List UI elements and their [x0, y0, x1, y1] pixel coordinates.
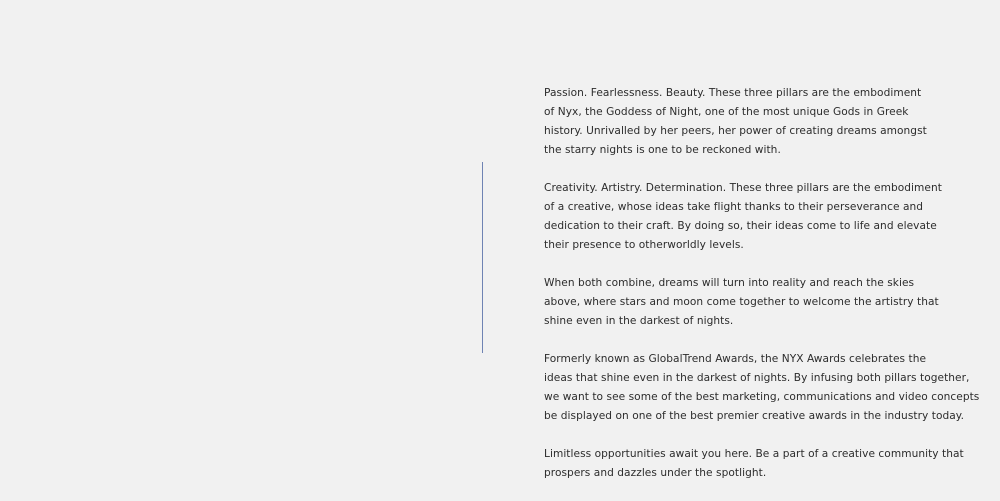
paragraph-line: Passion. Fearlessness. Beauty. These three pillars are the embodiment [544, 87, 922, 99]
paragraph-line: shine even in the darkest of nights. [544, 315, 734, 327]
paragraph-creative-pillars [544, 179, 964, 255]
paragraph-line: prospers and dazzles under the spotlight. [544, 467, 767, 479]
paragraph-line: the starry nights is one to be reckoned with. [544, 144, 781, 156]
paragraph-line: of Nyx, the Goddess of Night, one of the most unique Gods in Greek [544, 106, 909, 118]
paragraph-line: above, where stars and moon come together to welcome the artistry that [544, 296, 939, 308]
paragraph-opportunities [544, 445, 964, 483]
paragraph-line: ideas that shine even in the darkest of nights. By infusing both pillars together, [544, 372, 970, 384]
paragraph-line: Limitless opportunities await you here. Be a part of a creative community that [544, 448, 964, 460]
paragraph-combine [544, 274, 964, 331]
paragraph-line: dedication to their craft. By doing so, their ideas come to life and elevate [544, 220, 937, 232]
paragraph-line: be displayed on one of the best premier creative awards in the industry today. [544, 410, 965, 422]
about-text-block [544, 84, 980, 483]
paragraph-line: Creativity. Artistry. Determination. These three pillars are the embodiment [544, 182, 942, 194]
paragraph-line: their presence to otherworldly levels. [544, 239, 744, 251]
paragraph-line: When both combine, dreams will turn into reality and reach the skies [544, 277, 915, 289]
vertical-divider [482, 162, 483, 353]
paragraph-nyx-pillars [544, 84, 964, 160]
paragraph-line: history. Unrivalled by her peers, her power of creating dreams amongst [544, 125, 927, 137]
paragraph-formerly-known [544, 350, 980, 426]
paragraph-line: Formerly known as GlobalTrend Awards, the NYX Awards celebrates the [544, 353, 927, 365]
paragraph-line: of a creative, whose ideas take flight thanks to their perseverance and [544, 201, 924, 213]
paragraph-line: we want to see some of the best marketing, communications and video concepts [544, 391, 980, 403]
